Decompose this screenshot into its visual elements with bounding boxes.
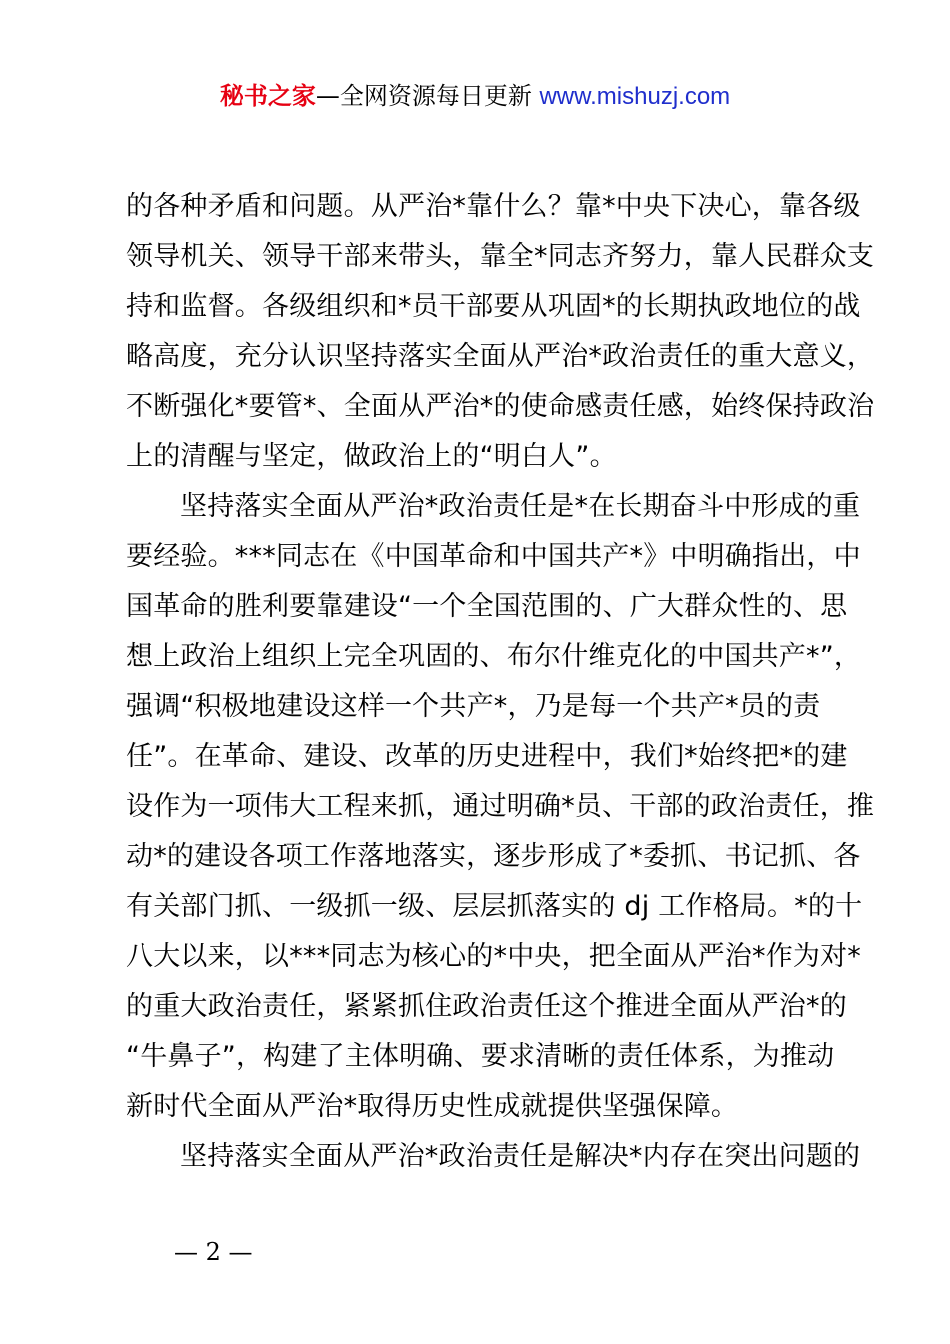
- site-header: [0, 78, 950, 115]
- paragraph-start-line: 坚持落实全面从严治*政治责任是解决*内存在突出问题的: [180, 1141, 861, 1172]
- text-line: 设作为一项伟大工程来抓，通过明确*员、干部的政治责任，推: [126, 791, 875, 822]
- text-line: 领导机关、领导干部来带头，靠全*同志齐努力，靠人民群众支: [126, 241, 875, 272]
- site-url-link[interactable]: www.mishuzj.com: [539, 83, 731, 110]
- text-line: 新时代全面从严治*取得历史性成就提供坚强保障。: [126, 1091, 739, 1122]
- text-line: 有关部门抓、一级抓一级、层层抓落实的 dj 工作格局。*的十: [126, 891, 863, 922]
- text-line: 想上政治上组织上完全巩固的、布尔什维克化的中国共产*”，: [126, 641, 862, 672]
- text-line: 要经验。***同志在《中国革命和中国共产*》中明确指出，中: [126, 541, 861, 572]
- text-line: 不断强化*要管*、全面从严治*的使命感责任感，始终保持政治: [126, 391, 875, 422]
- text-line: 的各种矛盾和问题。从严治*靠什么？靠*中央下决心，靠各级: [126, 191, 861, 222]
- paragraph-start-line: 坚持落实全面从严治*政治责任是*在长期奋斗中形成的重: [180, 491, 861, 522]
- text-line: 持和监督。各级组织和*员干部要从巩固*的长期执政地位的战: [126, 291, 861, 322]
- text-line: 动*的建设各项工作落地落实，逐步形成了*委抓、书记抓、各: [126, 841, 861, 872]
- text-line: 国革命的胜利要靠建设“一个全国范围的、广大群众性的、思: [126, 591, 848, 622]
- page-number: — 2 —: [174, 1238, 253, 1266]
- brand-name: 秘书之家: [219, 82, 316, 110]
- header-tagline: —全网资源每日更新: [315, 82, 532, 110]
- text-line: 任”。在革命、建设、改革的历史进程中，我们*始终把*的建: [126, 741, 848, 772]
- text-line: 强调“积极地建设这样一个共产*，乃是每一个共产*员的责: [126, 691, 821, 722]
- text-line: 上的清醒与坚定，做政治上的“明白人”。: [126, 441, 617, 472]
- text-line: “牛鼻子”，构建了主体明确、要求清晰的责任体系，为推动: [126, 1041, 835, 1072]
- text-line: 的重大政治责任，紧紧抓住政治责任这个推进全面从严治*的: [126, 991, 847, 1022]
- text-line: 略高度，充分认识坚持落实全面从严治*政治责任的重大意义，: [126, 341, 875, 372]
- text-line: 八大以来，以***同志为核心的*中央，把全面从严治*作为对*: [126, 941, 861, 972]
- document-body: [126, 182, 875, 1182]
